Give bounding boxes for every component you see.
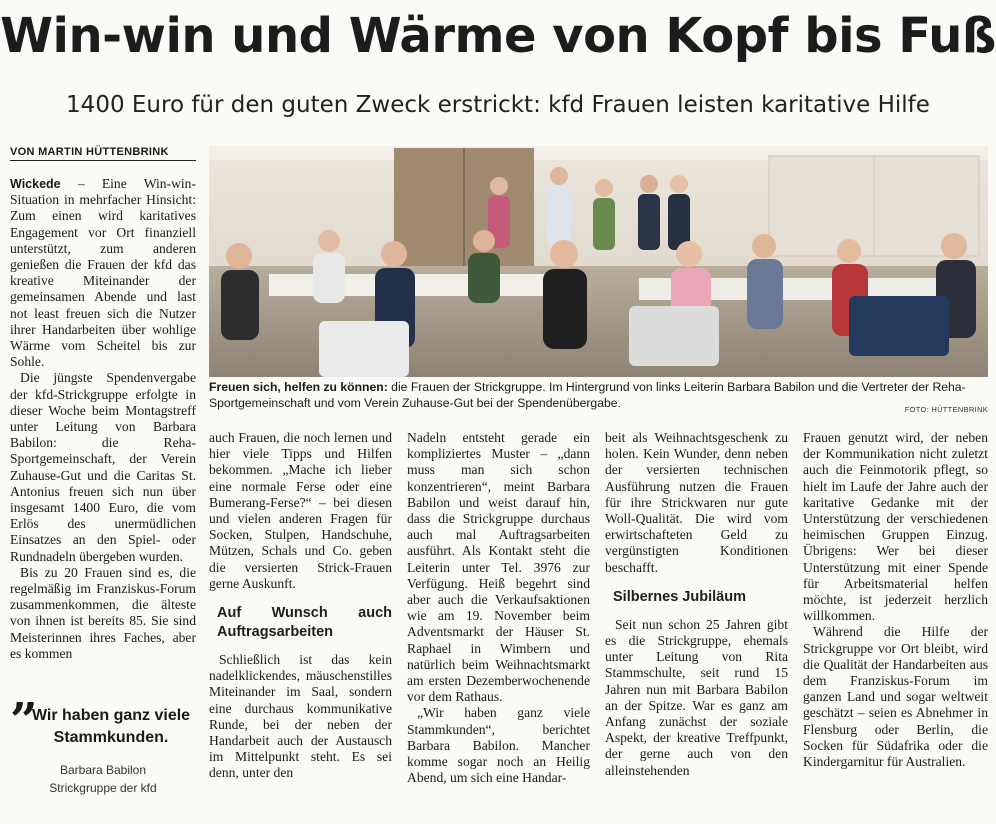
- body-paragraph: Frauen genutzt wird, der neben der Kommunikation nicht zuletzt auch die Feinmotorik pflegt, so hielt im Laufe der Jahre auch der karitative Gedanke mit der Unterstützung der verschiedenen heimischen Gruppen Einzug. Übrigens: Wer bei dieser Unterstützung mit einer Spende für Arbeitsmaterial helfen möchte, ist jederzeit herzlich willkommen.: [803, 430, 988, 624]
- pull-quote: [10, 693, 196, 797]
- body-paragraph: Nadeln entsteht gerade ein kompliziertes Muster – „dann muss man sich schon konzentrieren“, meint Barbara Babilon und weist darauf hin, dass die Strickgruppe durchaus auch mal Auftragsarbeiten ausführt. Als Kontakt steht die Leiterin unter Tel. 3976 zur Verfügung. Heiß begehrt sind aber auch die Verkaufsaktionen wie am 19. November beim Adventsmarkt der Häuser St. Raphael in Wimbern und natürlich beim Weihnachtsmarkt am ersten Dezemberwochenende vor dem Rathaus.: [407, 430, 590, 705]
- quote-author: Barbara Babilon: [59, 763, 147, 777]
- caption-lead: Freuen sich, helfen zu können:: [209, 380, 388, 394]
- subheadline: 1400 Euro für den guten Zweck erstrickt: kfd Frauen leisten karitative Hilfe: [66, 92, 930, 118]
- group-photo: [209, 146, 988, 377]
- subheading: Auf Wunsch auch Auftragsarbeiten: [217, 605, 392, 641]
- quote-author-role: Strickgruppe der kfd: [49, 781, 157, 795]
- body-paragraph: Schließlich ist das kein nadelklickendes, mäuschenstilles Miteinander im Saal, sondern eine durchaus kommunikative Runde, bei der neben der Handarbeit auch der Austausch im Mittelpunkt steht. Es sei denn, unter den: [209, 652, 392, 781]
- caption-text: die Frauen der Strickgruppe. Im Hintergrund von links Leiterin Barbara Babilon und die Vertreter der Reha-Sportgemeinschaft und vom Verein Zuhause-Gut bei der Spendenübergabe.: [209, 380, 966, 410]
- body-paragraph: auch Frauen, die noch lernen und hier viele Tipps und Hilfen bekommen. „Mache ich lieber eine normale Ferse oder eine Bumerang-Ferse?“ – bei diesen und vielen anderen Fragen für Socken, Stulpen, Handschuhe, Mützen, Schals und Co. geben die versierten Strick-Frauen gerne Auskunft.: [209, 430, 392, 591]
- body-paragraph: „Wir haben ganz viele Stammkunden“, berichtet Barbara Babilon. Mancher komme sogar noch an Heilig Abend, um sich eine Handar-: [407, 705, 590, 786]
- article-column-5: [803, 430, 988, 770]
- photo-illustration: [209, 146, 988, 377]
- quote-mark-icon: ”: [10, 693, 38, 749]
- body-paragraph: Während die Hilfe der Strickgruppe vor Ort bleibt, wird die Qualität der Handarbeiten aus dem Franziskus-Forum im ganzen Land und sogar weltweit geschätzt – seien es Abnehmer in Flensburg oder Berlin, die Socken für Südafrika oder die Kindergarnitur für Australien.: [803, 624, 988, 770]
- byline: VON MARTIN HÜTTENBRINK: [10, 146, 196, 161]
- article-column-3: [407, 430, 590, 786]
- dateline: Wickede: [10, 177, 61, 191]
- lead-text: – Eine Win-win-Situation in mehrfacher Hinsicht: Zum einen wird karitatives Engagement vor Ort finanziell unterstützt, zum anderen genießen die Frauen der kfd das kreative Miteinander der gemeinsamen Abende und last not least freuen sich die Nutzer ihrer Handarbeiten über wohlige Wärme vom Scheitel bis zur Sohle.: [10, 176, 196, 370]
- photo-caption: [209, 380, 988, 411]
- headline: Win-win und Wärme von Kopf bis Fuß: [0, 8, 996, 64]
- body-paragraph: beit als Weihnachtsgeschenk zu holen. Kein Wunder, denn neben der versierten technischen Ausführung nutzen die Frauen für ihre Strickwaren nur gute Woll-Qualität. Die wird vom erwirtschafteten Geld zu vergünstigten Konditionen beschafft.: [605, 430, 788, 575]
- article-column-2: [209, 430, 392, 782]
- quote-text: Wir haben ganz viele Stammkunden.: [31, 707, 191, 746]
- body-paragraph: Seit nun schon 25 Jahren gibt es die Strickgruppe, ehemals unter Leitung von Rita Stammschulte, seit rund 15 Jahren nun mit Barbara Babilon an der Spitze. War es ganz am Anfang zunächst der soziale Aspekt, der kreative Treffpunkt, der gerne auch von den alleinstehenden: [605, 616, 788, 778]
- subheading: Silbernes Jubiläum: [613, 588, 746, 605]
- body-paragraph: Die jüngste Spendenvergabe der kfd-Strickgruppe erfolgte in dieser Woche beim Montagstreff unter Leitung von Barbara Babilon: die Reha-Sportgemeinschaft, der Verein Zuhause-Gut und die Caritas St. Antonius freuen sich nun über insgesamt 1400 Euro, die vom Erlös des unermüdlichen Einsatzes an den Spiel- oder Rundnadeln übergeben wurden.: [10, 370, 196, 564]
- article-column-1: [10, 176, 196, 662]
- body-paragraph: Bis zu 20 Frauen sind es, die regelmäßig im Franziskus-Forum zusammenkommen, die älteste von ihnen ist bereits 85. Sie sind Meisterinnen ihres Faches, aber es kommen: [10, 564, 196, 661]
- lead-paragraph: [10, 176, 196, 370]
- article-column-4: [605, 430, 788, 779]
- photo-credit: FOTO: HÜTTENBRINK: [904, 405, 988, 414]
